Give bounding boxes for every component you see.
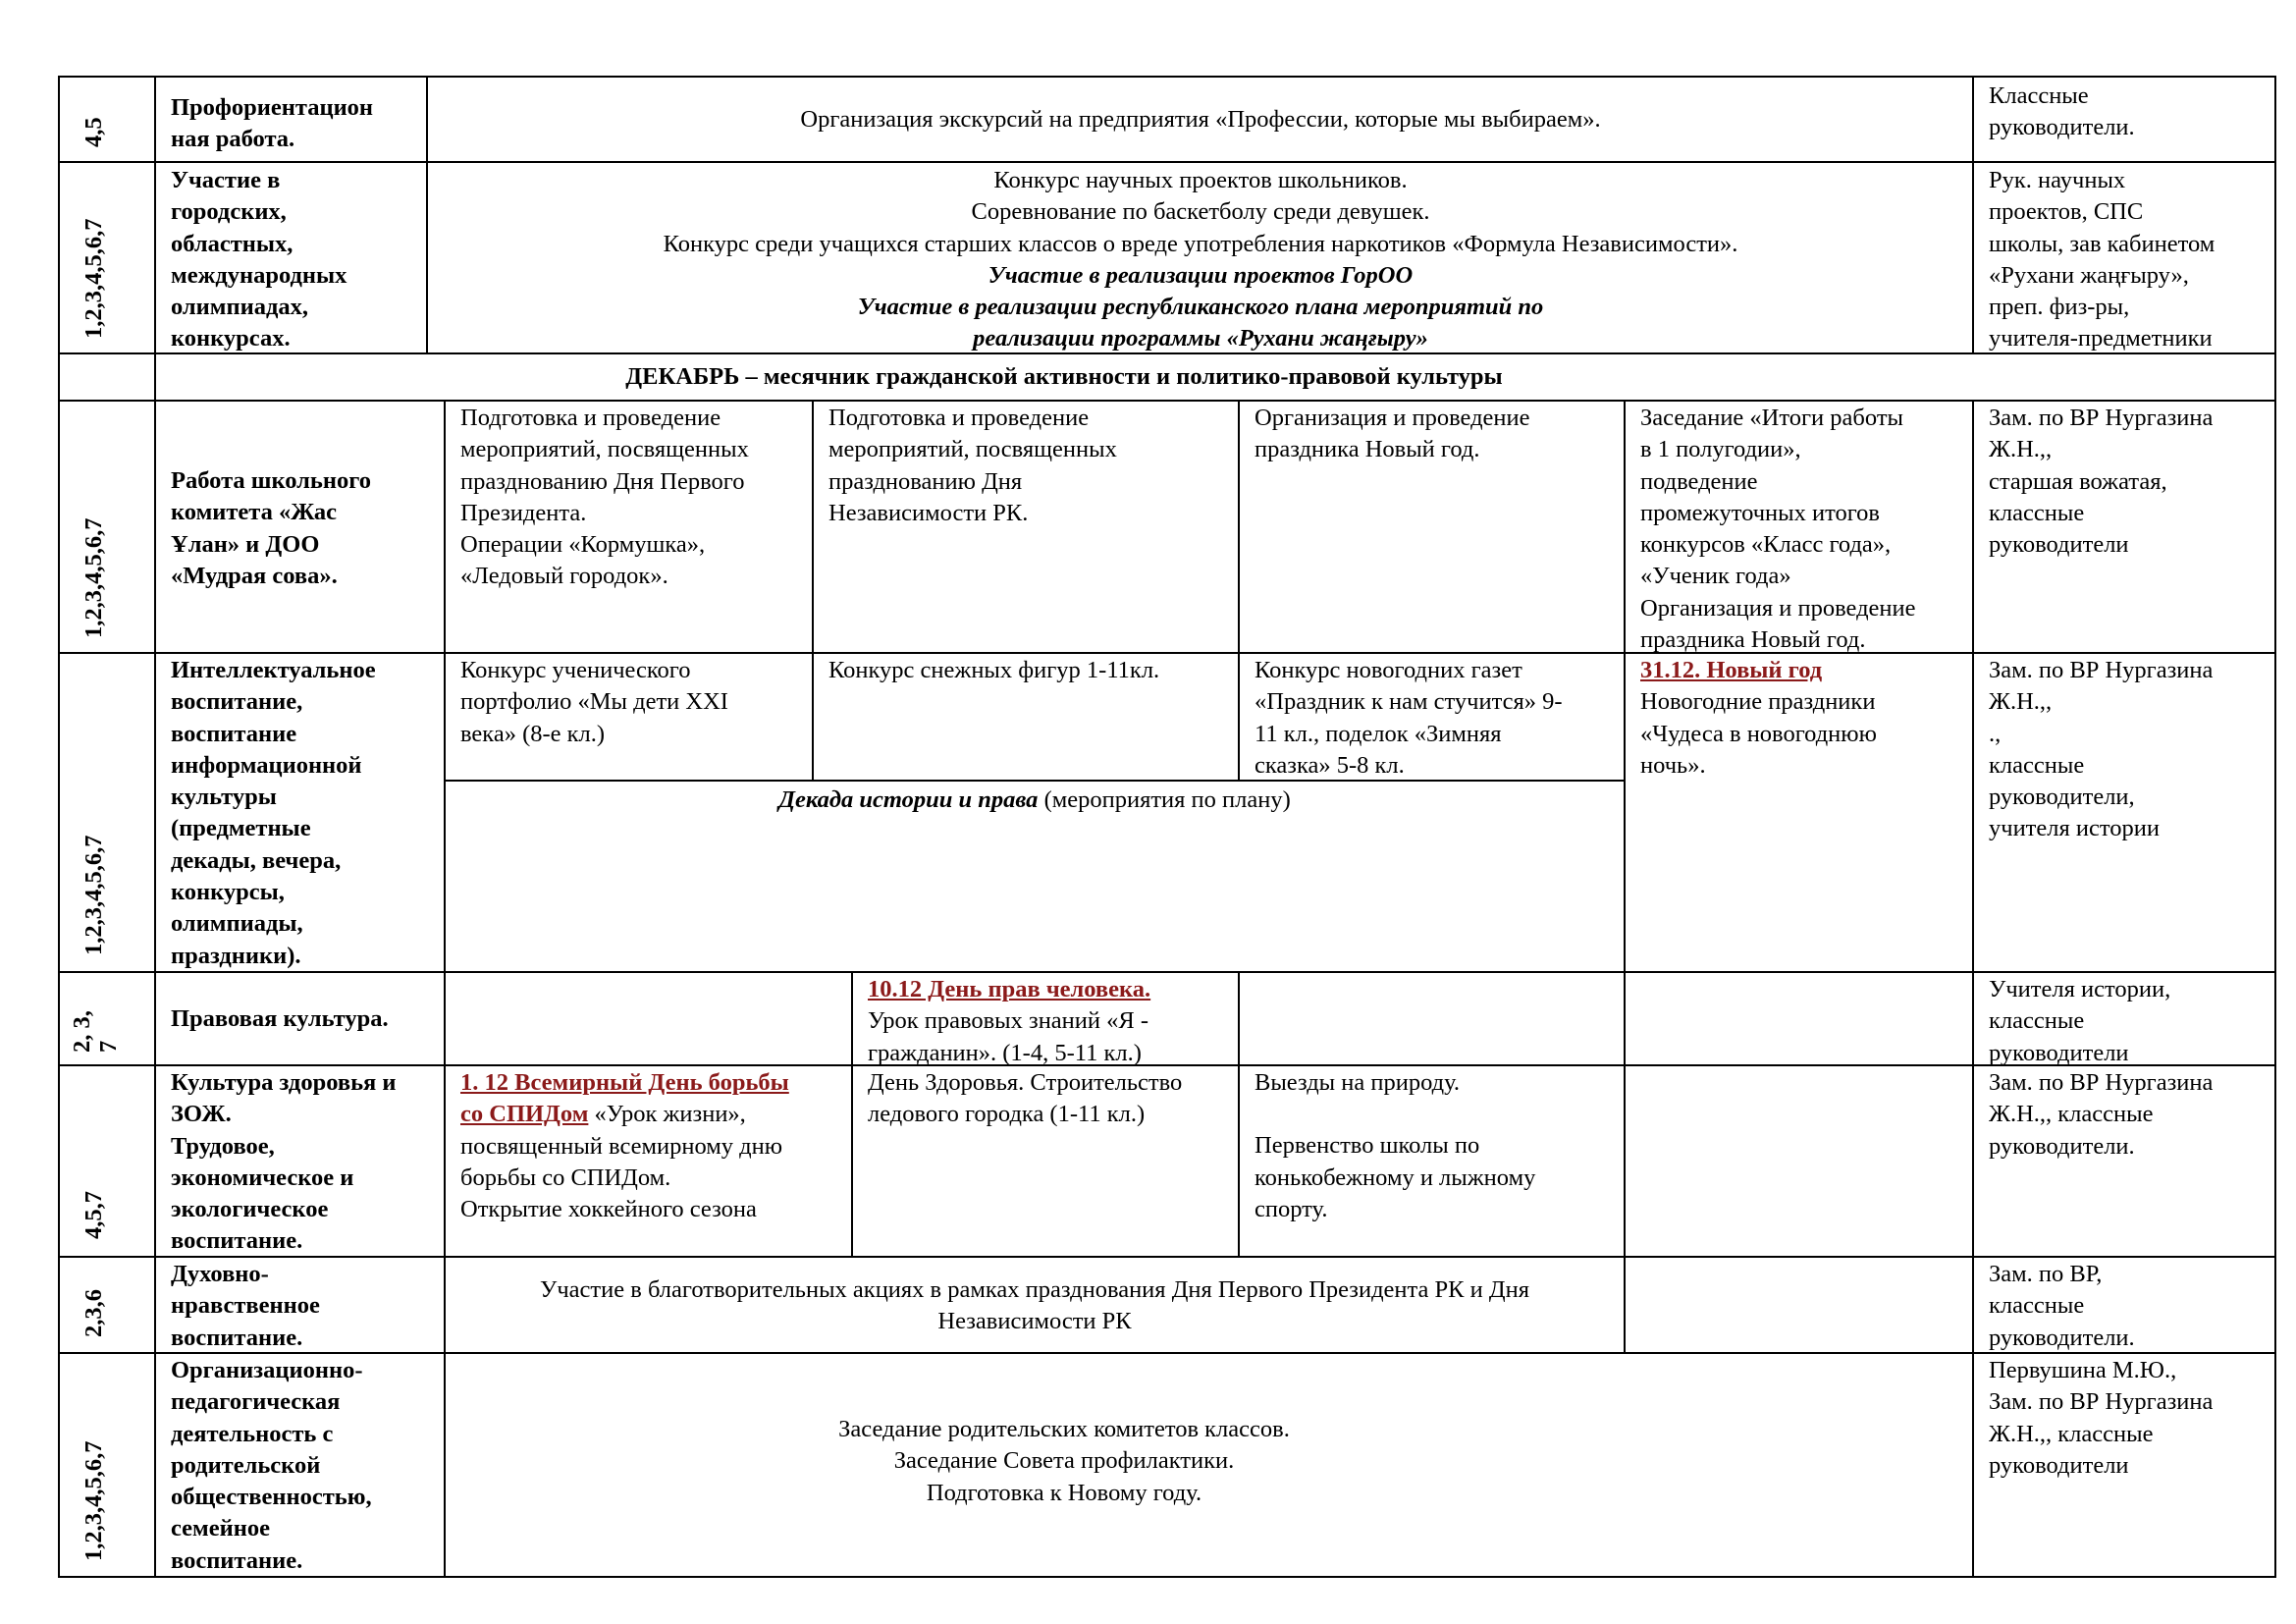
row-spiritual-content: Участие в благотворительных акциях в рамках празднования Дня Первого Президента РК и Дня Независимости РК xyxy=(540,1276,1529,1335)
row-legal-responsible: Учителя истории, классные руководители xyxy=(1989,976,2171,1066)
row-committee-classes: 1,2,3,4,5,6,7 xyxy=(80,517,107,638)
row-intellectual-week1: Конкурс ученического портфолио «Мы дети XXI века» (8-е кл.) xyxy=(460,657,728,747)
row-committee-title: Работа школьного комитета «Жас Ұлан» и ДОО «Мудрая сова». xyxy=(171,467,372,589)
row-health-responsible: Зам. по ВР Нургазина Ж.Н.,, классные руководители. xyxy=(1989,1069,2214,1160)
row-committee-week2: Подготовка и проведение мероприятий, посвященных празднованию Дня Независимости РК. xyxy=(828,405,1117,526)
row-intellectual-week2: Конкурс снежных фигур 1-11кл. xyxy=(828,657,1160,683)
row-committee-week1: Подготовка и проведение мероприятий, посвященных празднованию Дня Первого Президента. Операции «Кормушка», «Ледовый городок». xyxy=(460,405,749,590)
row-intellectual-decade: Декада истории и права (мероприятия по плану) xyxy=(778,786,1291,813)
row-health-week1: 1. 12 Всемирный День борьбы со СПИДом «Урок жизни», посвященный всемирному дню борьбы со СПИДом. Открытие хоккейного сезона xyxy=(460,1067,850,1225)
row-organizational-title: Организационно- педагогическая деятельность с родительской общественностью, семейное воспитание. xyxy=(171,1357,372,1574)
row-olympiads-classes: 1,2,3,4,5,6,7 xyxy=(80,218,107,339)
new-year-date: 31.12. Новый год xyxy=(1640,657,1823,683)
row-health-title: Культура здоровья и ЗОЖ. Трудовое, экономическое и экологическое воспитание. xyxy=(171,1069,397,1255)
row-intellectual-title: Интеллектуальное воспитание, воспитание информационной культуры (предметные декады, вечера, конкурсы, олимпиады, праздники). xyxy=(171,657,376,969)
row-legal-classes: 2, 3, 7 xyxy=(69,1010,122,1053)
row-career-classes: 4,5 xyxy=(80,117,107,147)
row-intellectual-responsible: Зам. по ВР Нургазина Ж.Н.,, ., классные руководители, учителя истории xyxy=(1989,657,2214,842)
aids-day-date: 1. 12 Всемирный День борьбы xyxy=(460,1069,789,1096)
row-committee-responsible: Зам. по ВР Нургазина Ж.Н.,, старшая вожатая, классные руководители xyxy=(1989,405,2214,559)
row-career-content: Организация экскурсий на предприятия «Профессии, которые мы выбираем». xyxy=(800,106,1601,133)
row-spiritual-classes: 2,3,6 xyxy=(80,1289,107,1337)
row-organizational-content: Заседание родительских комитетов классов. Заседание Совета профилактики. Подготовка к Новому году. xyxy=(838,1416,1290,1506)
row-intellectual-week3: Конкурс новогодних газет «Праздник к нам стучится» 9- 11 кл., поделок «Зимняя сказка» 5-8 кл. xyxy=(1255,657,1563,779)
row-organizational-responsible: Первушина М.Ю., Зам. по ВР Нургазина Ж.Н.,, классные руководители xyxy=(1989,1357,2214,1479)
month-header: ДЕКАБРЬ – месячник гражданской активности и политико-правовой культуры xyxy=(625,363,1503,390)
row-olympiads-responsible: Рук. научных проектов, СПС школы, зав кабинетом «Рухани жаңғыру», преп. физ-ры, учителя-предметники xyxy=(1989,167,2216,352)
row-health-week2: День Здоровья. Строительство ледового городка (1-11 кл.) xyxy=(868,1069,1183,1128)
row-committee-week3: Организация и проведение праздника Новый год. xyxy=(1255,405,1530,463)
row-spiritual-title: Духовно- нравственное воспитание. xyxy=(171,1261,320,1351)
row-health-classes: 4,5,7 xyxy=(80,1191,107,1239)
row-career-responsible: Классные руководители. xyxy=(1989,82,2135,141)
row-legal-title: Правовая культура. xyxy=(171,1005,389,1032)
row-spiritual-responsible: Зам. по ВР, классные руководители. xyxy=(1989,1261,2135,1351)
human-rights-date: 10.12 День прав человека. xyxy=(868,976,1151,1002)
row-organizational-classes: 1,2,3,4,5,6,7 xyxy=(80,1440,107,1561)
row-health-week3: Выезды на природу. Первенство школы по конькобежному и лыжному спорту. xyxy=(1255,1069,1536,1222)
row-intellectual-week4: 31.12. Новый год Новогодние праздники «Чудеса в новогоднюю ночь». xyxy=(1640,655,1971,782)
row-career-title: Профориентацион ная работа. xyxy=(171,94,374,153)
row-legal-week2: 10.12 День прав человека. Урок правовых знаний «Я - гражданин». (1-4, 5-11 кл.) xyxy=(868,974,1237,1069)
row-committee-week4: Заседание «Итоги работы в 1 полугодии», подведение промежуточных итогов конкурсов «Класс года», «Ученик года» Организация и проведение праздника Новый год. xyxy=(1640,405,1916,654)
row-intellectual-classes: 1,2,3,4,5,6,7 xyxy=(80,835,107,955)
row-olympiads-title: Участие в городских, областных, международных олимпиадах, конкурсах. xyxy=(171,167,347,352)
row-olympiads-content: Конкурс научных проектов школьников. Соревнование по баскетболу среди девушек. Конкурс среди учащихся старших классов о вреде употребления наркотиков «Формула Независимости». Участие в реализации проектов ГорОО Участие в реализации республиканского плана мероприятий по реализации программы «Рухани жаңғыру» xyxy=(663,167,1738,352)
